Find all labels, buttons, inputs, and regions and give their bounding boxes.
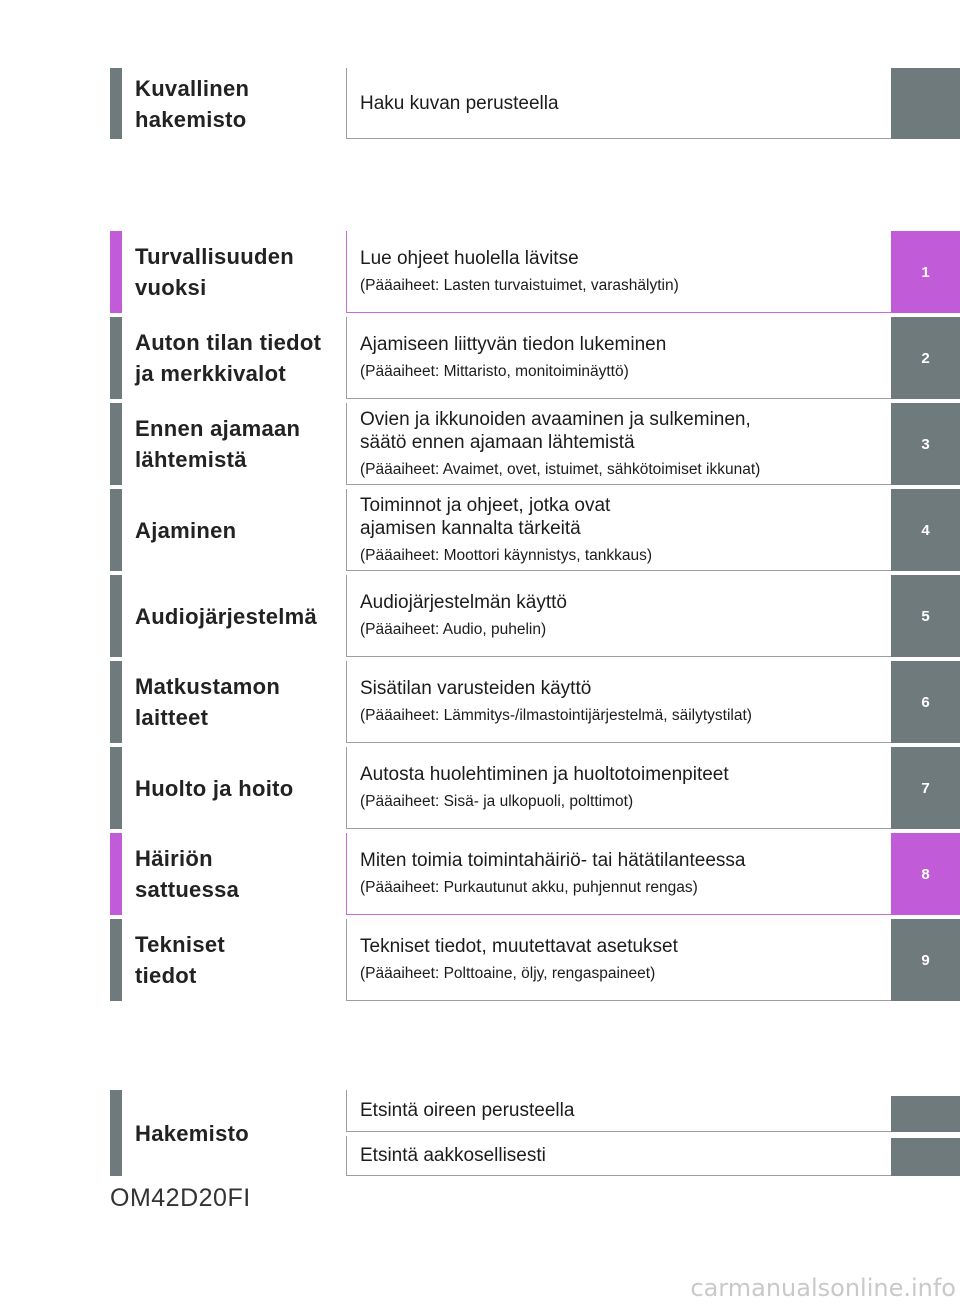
section-row-2[interactable] [110, 317, 960, 399]
section-main-text: Ovien ja ikkunoiden avaaminen ja sulkeminen, säätö ennen ajamaan lähtemistä [360, 408, 751, 453]
section-desc-box [346, 661, 891, 743]
pictorial-index-row[interactable] [110, 68, 960, 139]
pictorial-index-tab[interactable] [891, 68, 960, 139]
section-main-text: Lue ohjeet huolella lävitse [360, 248, 579, 269]
section-bar [110, 661, 122, 743]
section-title: Häiriön sattuessa [135, 846, 240, 902]
section-main-text: Miten toimia toimintahäiriö- tai hätätilanteessa [360, 850, 746, 871]
section-sub-text: (Pääaiheet: Sisä- ja ulkopuoli, polttimot) [360, 793, 634, 810]
section-title: Turvallisuuden vuoksi [135, 244, 295, 300]
section-bar [110, 231, 122, 313]
section-bar [110, 403, 122, 485]
section-tab-number[interactable]: 3 [891, 403, 960, 485]
section-tab-number[interactable]: 1 [891, 231, 960, 313]
pictorial-index-title: Kuvallinen hakemisto [135, 75, 250, 132]
section-main-text: Ajamiseen liittyvän tiedon lukeminen [360, 334, 667, 355]
section-title: Ajaminen [135, 517, 237, 543]
index-title: Hakemisto [135, 1120, 249, 1146]
section-row-1[interactable] [110, 231, 960, 313]
section-title: Auton tilan tiedot ja merkkivalot [135, 330, 322, 386]
section-sub-text: (Pääaiheet: Lämmitys-/ilmastointijärjestelmä, säilytystilat) [360, 707, 752, 724]
index-item-symptom[interactable] [346, 1090, 891, 1132]
section-row-4[interactable] [110, 489, 960, 571]
index-row [110, 1090, 960, 1176]
section-desc-box [346, 833, 891, 915]
section-main-text: Audiojärjestelmän käyttö [360, 592, 567, 613]
section-desc-box [346, 575, 891, 657]
section-sub-text: (Pääaiheet: Polttoaine, öljy, rengaspaineet) [360, 965, 656, 982]
section-main-text: Sisätilan varusteiden käyttö [360, 678, 592, 699]
section-row-8[interactable] [110, 833, 960, 915]
section-row-9[interactable] [110, 919, 960, 1001]
index-item-alphabetical[interactable] [346, 1136, 891, 1176]
section-bar [110, 489, 122, 571]
section-bar [110, 317, 122, 399]
section-main-text: Tekniset tiedot, muutettavat asetukset [360, 936, 678, 957]
section-title: Ennen ajamaan lähtemistä [135, 416, 301, 472]
section-desc-box [346, 747, 891, 829]
section-bar [110, 575, 122, 657]
watermark: carmanualsonline.info [690, 1274, 956, 1302]
section-sub-text: (Pääaiheet: Avaimet, ovet, istuimet, sähkötoimiset ikkunat) [360, 460, 761, 478]
section-desc-box [346, 317, 891, 399]
section-tab-number[interactable]: 6 [891, 661, 960, 743]
index-item-symptom-label: Etsintä oireen perusteella [360, 1100, 575, 1121]
section-sub-text: (Pääaiheet: Purkautunut akku, puhjennut rengas) [360, 879, 698, 896]
section-sub-text: (Pääaiheet: Moottori käynnistys, tankkaus) [360, 546, 653, 564]
index-tab-alphabetical[interactable] [891, 1138, 960, 1176]
section-desc-box [346, 489, 891, 571]
section-sub-text: (Pääaiheet: Lasten turvaistuimet, varashälytin) [360, 277, 679, 294]
index-item-alphabetical-label: Etsintä aakkosellisesti [360, 1145, 546, 1166]
section-row-6[interactable] [110, 661, 960, 743]
section-main-text: Toiminnot ja ohjeet, jotka ovat ajamisen kannalta tärkeitä [360, 494, 611, 539]
section-tab-number[interactable]: 5 [891, 575, 960, 657]
section-bar [110, 833, 122, 915]
section-title: Matkustamon laitteet [135, 674, 281, 730]
section-tab-number[interactable]: 8 [891, 833, 960, 915]
section-bar [110, 1090, 122, 1176]
section-sub-text: (Pääaiheet: Mittaristo, monitoiminäyttö) [360, 363, 629, 380]
section-tab-number[interactable]: 2 [891, 317, 960, 399]
section-sub-text: (Pääaiheet: Audio, puhelin) [360, 621, 547, 638]
index-tab-symptom[interactable] [891, 1096, 960, 1132]
section-title: Audiojärjestelmä [135, 603, 318, 629]
section-bar [110, 747, 122, 829]
section-title: Tekniset tiedot [135, 932, 226, 988]
manual-code: OM42D20FI [110, 1184, 251, 1212]
section-desc-box [346, 231, 891, 313]
pictorial-index-desc: Haku kuvan perusteella [360, 92, 559, 114]
section-bar [110, 919, 122, 1001]
section-row-5[interactable] [110, 575, 960, 657]
section-title: Huolto ja hoito [135, 775, 294, 801]
section-desc-box [346, 919, 891, 1001]
section-row-7[interactable] [110, 747, 960, 829]
pictorial-index-desc-box [346, 68, 891, 139]
section-desc-box [346, 403, 891, 485]
section-tab-number[interactable]: 9 [891, 919, 960, 1001]
section-tab-number[interactable]: 7 [891, 747, 960, 829]
section-main-text: Autosta huolehtiminen ja huoltotoimenpiteet [360, 764, 729, 785]
section-bar [110, 68, 122, 139]
section-row-3[interactable] [110, 403, 960, 485]
section-tab-number[interactable]: 4 [891, 489, 960, 571]
